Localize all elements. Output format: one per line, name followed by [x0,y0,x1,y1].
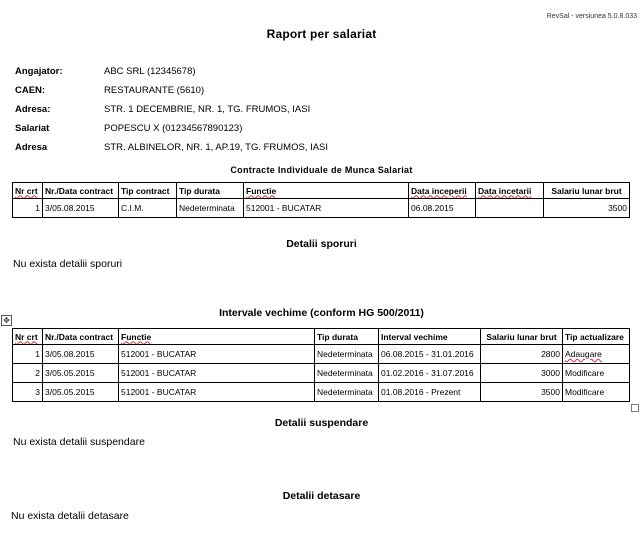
vechime-header-row [13,329,630,345]
vechime-title: Intervale vechime (conform HG 500/2011) [219,307,424,319]
detasare-text: Nu exista detalii detasare [11,510,129,522]
table-row: 3 3/05.05.2015 512001 - BUCATAR Nedeterminata 01.08.2016 - Prezent 3500 Modificare [13,383,630,402]
col-nr-data-contract: Nr./Data contract [43,183,119,199]
col-salariu-brut: Salariu lunar brut [481,329,563,345]
caen-value: RESTAURANTE (5610) [104,85,205,96]
col-tip-actualizare: Tip actualizare [563,329,630,345]
col-nr-data-contract: Nr./Data contract [43,329,119,345]
table-row: 1 3/05.08.2015 C.I.M. Nedeterminata 512001 - BUCATAR 06.08.2015 3500 [13,199,630,218]
caen-label: CAEN: [15,85,46,96]
employer-address-value: STR. 1 DECEMBRIE, NR. 1, TG. FRUMOS, IASI [104,104,311,115]
detasare-title: Detalii detasare [282,490,361,502]
col-tip-durata: Tip durata [315,329,379,345]
app-version: RevSal - versiunea 5.0.8.033 [546,13,637,20]
employee-label: Salariat [15,123,50,134]
employee-address-value: STR. ALBINELOR, NR. 1, AP.19, TG. FRUMOS, IASI [104,142,329,153]
col-nr-crt: Nr crt [13,183,43,199]
contracts-header-row [13,183,630,199]
employee-address-label: Adresa [15,142,48,153]
resize-handle-icon[interactable] [631,404,639,412]
suspendare-text: Nu exista detalii suspendare [13,436,145,448]
sporuri-title: Detalii sporuri [286,238,357,250]
col-tip-contract: Tip contract [119,183,177,199]
col-functie: Functie [244,183,409,199]
employer-label: Angajator: [15,66,63,77]
col-nr-crt: Nr crt [13,329,43,345]
vechime-table [12,328,630,402]
col-interval-vechime: Interval vechime [379,329,481,345]
col-salariu-brut: Salariu lunar brut [544,183,630,199]
report-title: Raport per salariat [266,27,377,41]
employee-value: POPESCU X (01234567890123) [104,123,243,134]
employer-value: ABC SRL (12345678) [104,66,196,77]
employer-address-label: Adresa: [15,104,51,115]
contracts-title: Contracte Individuale de Munca Salariat [230,165,413,175]
move-handle-icon[interactable]: ✥ [1,315,12,326]
col-data-incetarii: Data incetarii [476,183,544,199]
col-functie: Functie [119,329,315,345]
contracts-table [12,182,630,218]
suspendare-title: Detalii suspendare [274,417,369,429]
sporuri-text: Nu exista detalii sporuri [13,258,123,270]
table-row: 2 3/05.05.2015 512001 - BUCATAR Nedeterminata 01.02.2016 - 31.07.2016 3000 Modificare [13,364,630,383]
table-row: 1 3/05.08.2015 512001 - BUCATAR Nedeterminata 06.08.2015 - 31.01.2016 2800 Adaugare [13,345,630,364]
col-data-inceperii: Data inceperii [409,183,476,199]
col-tip-durata: Tip durata [177,183,244,199]
